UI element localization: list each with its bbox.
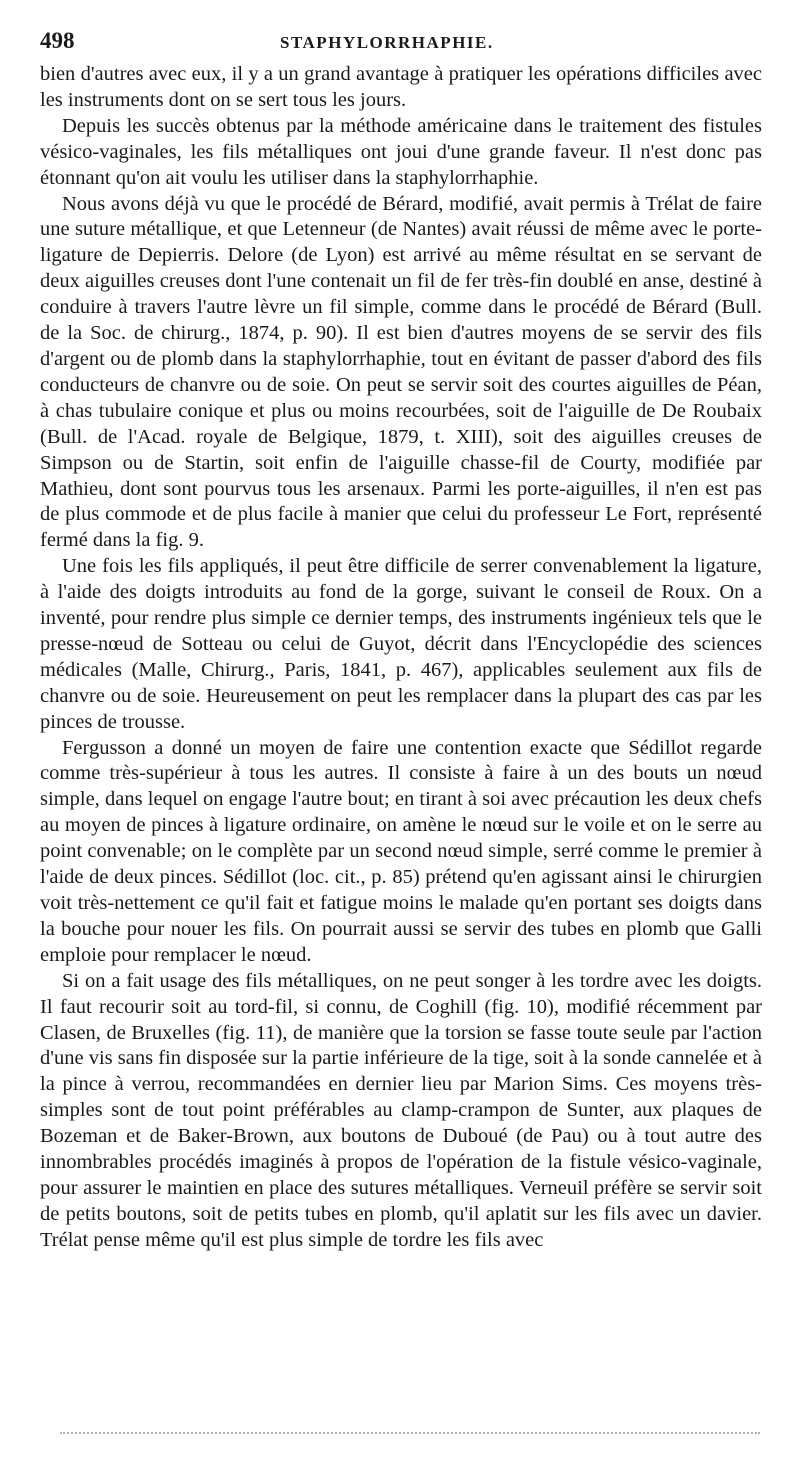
paragraph-continuation: bien d'autres avec eux, il y a un grand avantage à pratiquer les opérations difficiles avec les instruments dont on se sert tous les jours. <box>40 63 762 111</box>
paragraph: Si on a fait usage des fils métalliques, on ne peut songer à les tordre avec les doigts. Il faut recourir soit au tord-fil, si connu, de Coghill (fig. 10), modifié récemment par Clasen, de Bruxelles (fig. 11), de manière que la torsion se fasse toute seule par l'action d'une vis sans fin disposée sur la partie inférieure de la tige, soit à la sonde cannelée et à la pince à verrou, recommandées en dernier lieu par Marion Sims. Ces moyens très-simples sont de tout point préférables au clamp-crampon de Sunter, aux plaques de Bozeman et de Baker-Brown, aux boutons de Duboué (de Pau) ou à tout autre des innombrables procédés imaginés à propos de l'opération de la fistule vésico-vaginale, pour assurer le maintien en place des sutures métalliques. Verneuil préfère se servir soit de petits boutons, soit de petits tubes en plomb, qu'il aplatit sur les fils avec un davier. Trélat pense même qu'il est plus simple de tordre les fils avec <box>40 969 762 1251</box>
paragraph: Nous avons déjà vu que le procédé de Bérard, modifié, avait permis à Trélat de faire une suture métallique, et que Letenneur (de Nantes) avait réussi de même avec le porte-ligature de Depierris. Delore (de Lyon) est arrivé au même résultat en se servant de deux aiguilles creuses dont l'une contenait un fil de fer très-fin doublé en anse, destiné à conduire à travers l'autre lèvre un fil simple, comme dans le procédé de Bérard (Bull. de la Soc. de chirurg., 1874, p. 90). Il est bien d'autres moyens de se servir des fils d'argent ou de plomb dans la staphylorrhaphie, tout en évitant de passer d'abord des fils conducteurs de chanvre ou de soie. On peut se servir soit des courtes aiguilles de Péan, à chas tubulaire conique et plus ou moins recourbées, soit de l'aiguille de De Roubaix (Bull. de l'Acad. royale de Belgique, 1879, t. XIII), soit des aiguilles creuses de Simpson ou de Startin, soit enfin de l'aiguille chasse-fil de Courty, modifiée par Mathieu, dont sont pourvus tous les arsenaux. Parmi les porte-aiguilles, il n'en est pas de plus commode et de plus facile à manier que celui du professeur Le Fort, représenté fermé dans la fig. 9. <box>40 192 762 552</box>
scan-artifact-divider <box>60 1432 760 1438</box>
page-number: 498 <box>40 28 75 53</box>
body-text <box>40 62 762 1254</box>
paragraph: Une fois les fils appliqués, il peut être difficile de serrer convenablement la ligature, à l'aide des doigts introduits au fond de la gorge, suivant le conseil de Roux. On a inventé, pour rendre plus simple ce dernier temps, des instruments ingénieux tels que le presse-nœud de Sotteau ou celui de Guyot, décrit dans l'Encyclopédie des sciences médicales (Malle, Chirurg., Paris, 1841, p. 467), applicables seulement aux fils de chanvre ou de soie. Heureusement on peut les remplacer dans la plupart des cas par les pinces de trousse. <box>40 555 762 733</box>
paragraph: Depuis les succès obtenus par la méthode américaine dans le traitement des fistules vésico-vaginales, les fils métalliques ont joui d'une grande faveur. Il n'est donc pas étonnant qu'on ait voulu les utiliser dans la staphylorrhaphie. <box>40 114 762 189</box>
page-header <box>40 28 762 62</box>
running-head: STAPHYLORRHAPHIE. <box>280 33 494 52</box>
paragraph: Fergusson a donné un moyen de faire une contention exacte que Sédillot regarde comme très-supérieur à tous les autres. Il consiste à faire à un des bouts un nœud simple, dans lequel on engage l'autre bout; en tirant à soi avec précaution les deux chefs au moyen de pinces à ligature ordinaire, on amène le nœud sur le voile et on le serre au point convenable; on le complète par un second nœud simple, serré comme le premier à l'aide de deux pinces. Sédillot (loc. cit., p. 85) prétend qu'en agissant ainsi le chirurgien voit très-nettement ce qu'il fait et fatigue moins le malade qu'en portant ses doigts dans la bouche pour nouer les fils. On pourrait aussi se servir des tubes en plomb que Galli emploie pour remplacer le nœud. <box>40 736 762 966</box>
